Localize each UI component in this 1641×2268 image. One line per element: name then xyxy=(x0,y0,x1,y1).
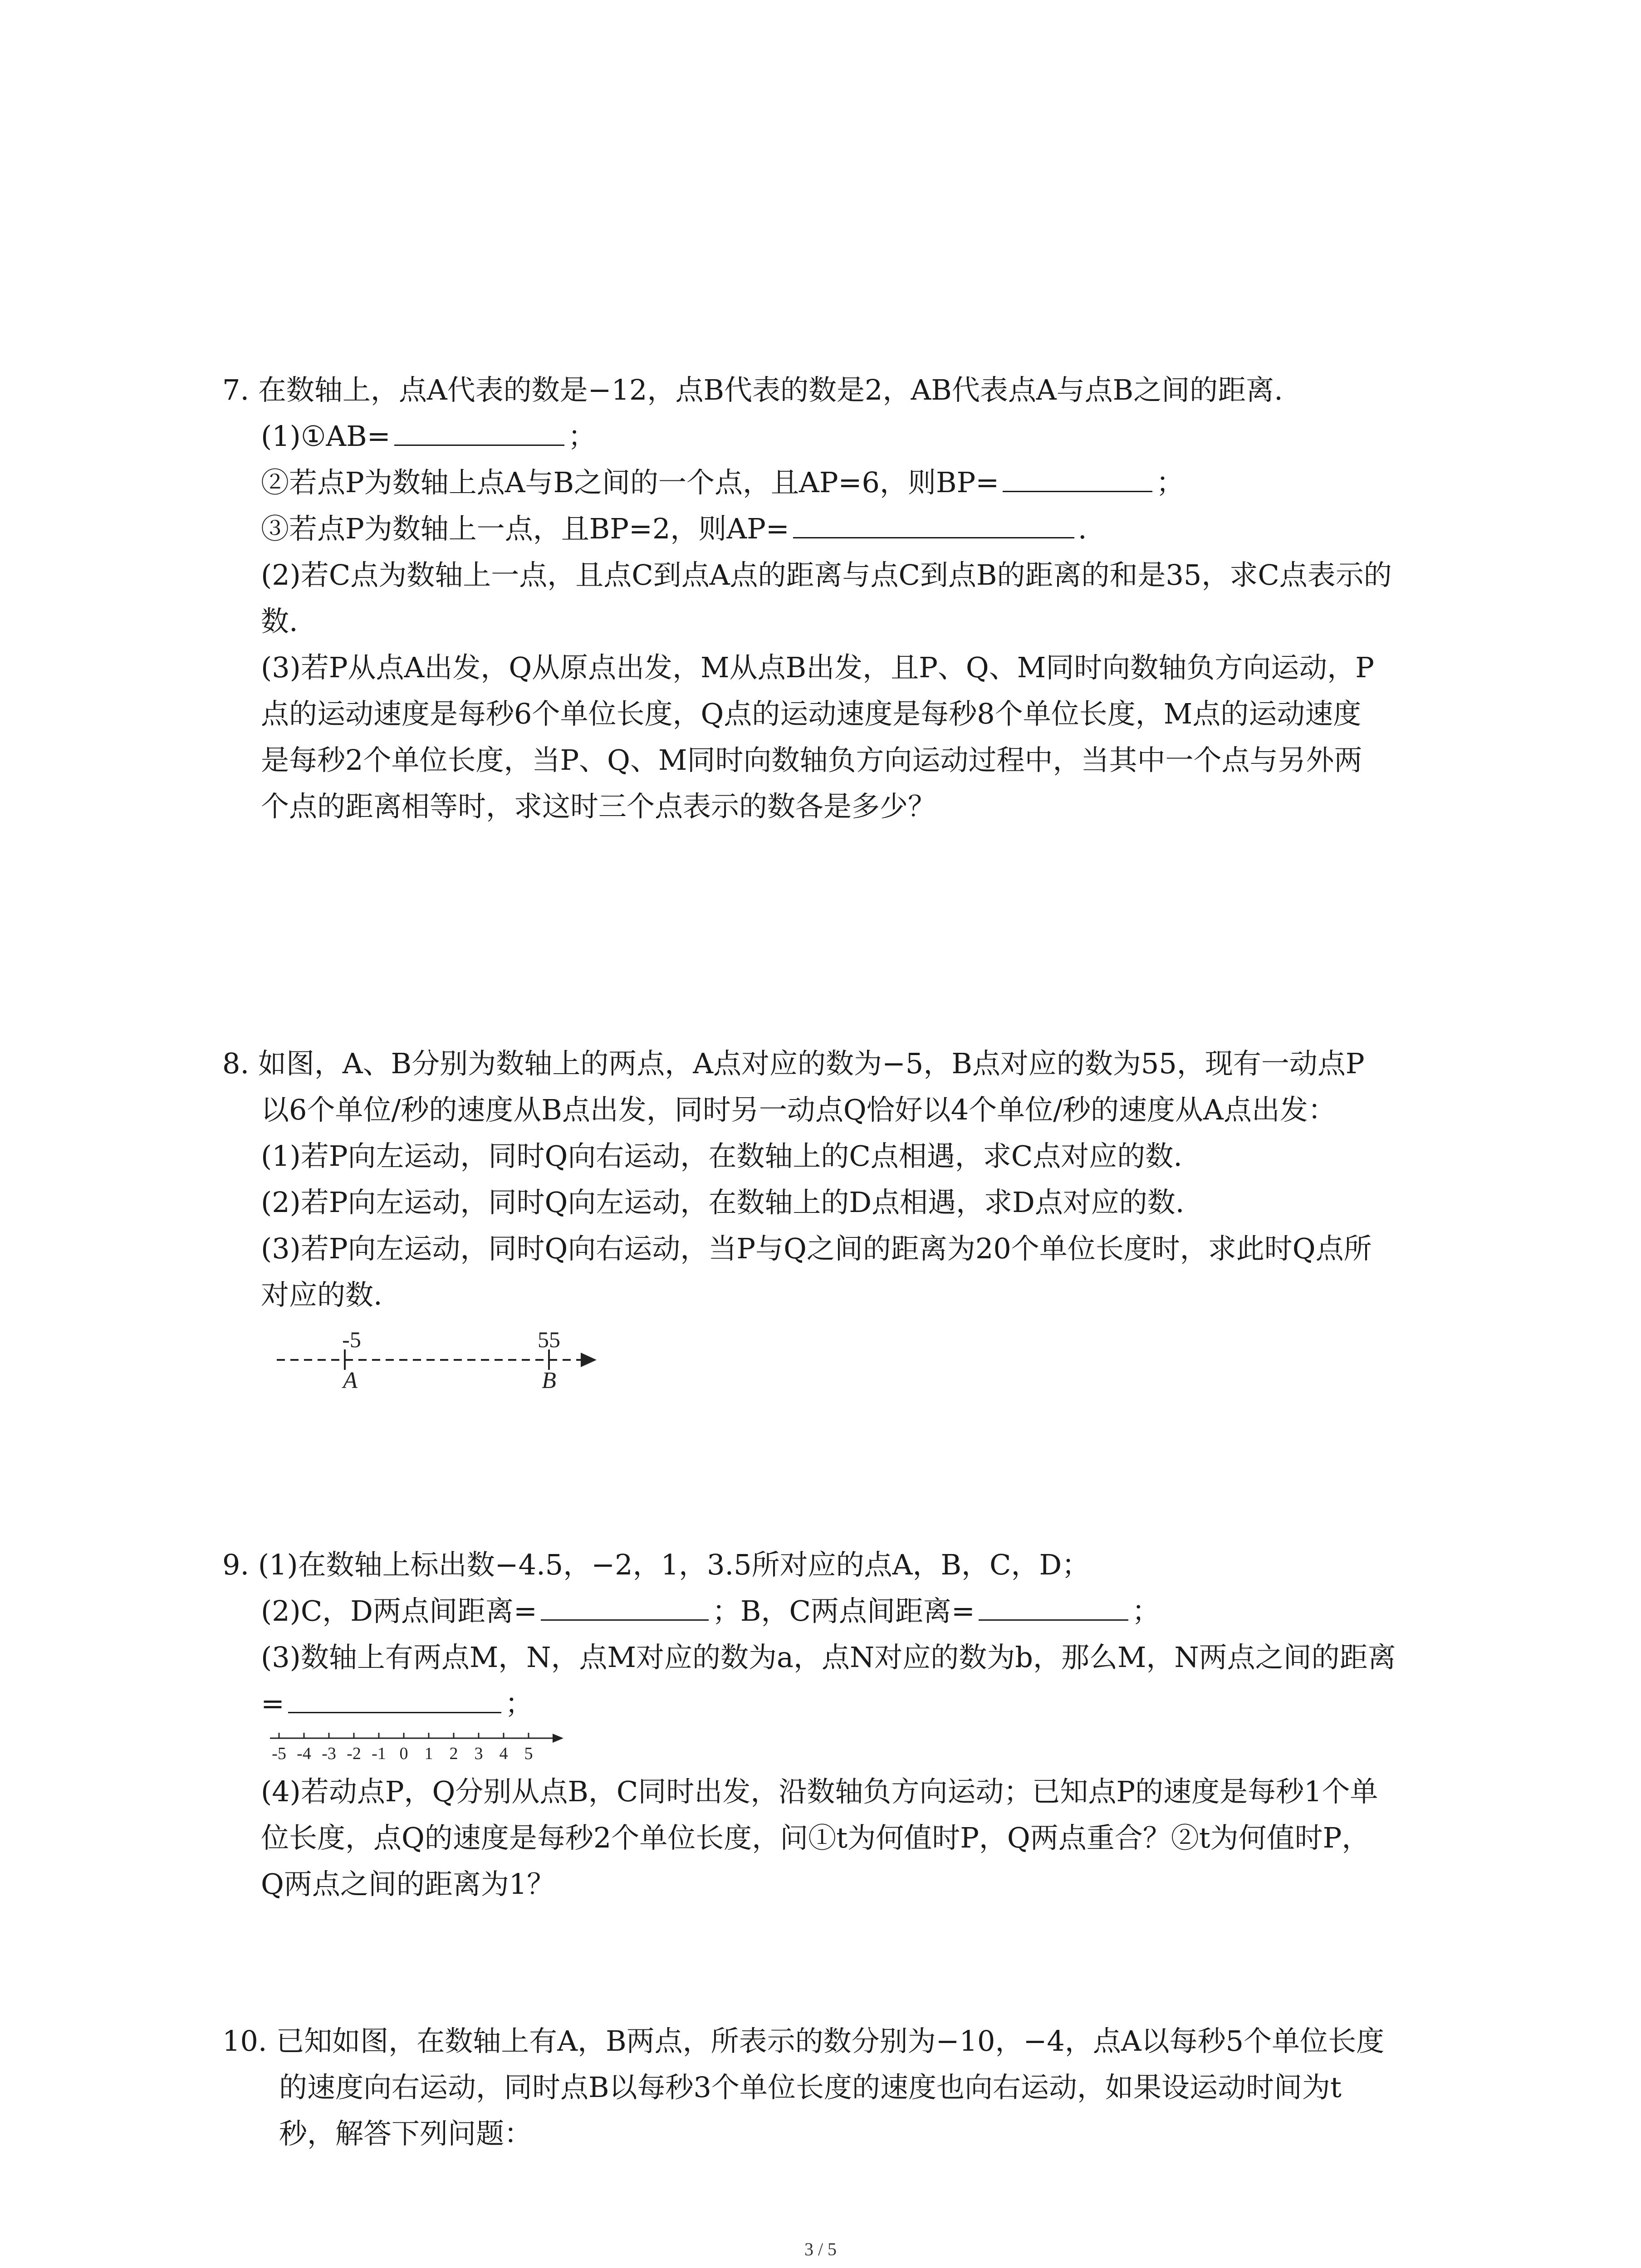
q7-stem: 7. 在数轴上，点A代表的数是−12，点B代表的数是2，AB代表点A与点B之间的距离. xyxy=(222,373,1283,406)
q9-part2-text-b: ；B，C两点间距离= xyxy=(712,1594,975,1628)
q9-part2-text-a: (2)C，D两点间距离= xyxy=(261,1594,537,1628)
point-a-value: -5 xyxy=(342,1327,361,1352)
axis-tick-label: 5 xyxy=(524,1744,533,1763)
axis-tick-label: -4 xyxy=(297,1744,311,1763)
q9-part3-end: ； xyxy=(505,1687,533,1720)
axis-tick-label: 4 xyxy=(499,1744,508,1763)
answer-blank[interactable] xyxy=(288,1686,501,1713)
answer-blank[interactable] xyxy=(979,1593,1128,1621)
q9-part2-text-c: ； xyxy=(1132,1594,1160,1628)
axis-tick-label: -3 xyxy=(322,1744,336,1763)
q7-part2-line2: 数. xyxy=(261,605,298,638)
q7-part1c-end: . xyxy=(1078,512,1087,545)
answer-blank[interactable] xyxy=(1003,464,1152,492)
q10-line1: 10. 已知如图，在数轴上有A，B两点，所表示的数分别为−10，−4，点A以每秒5个单位长度 xyxy=(222,2024,1385,2058)
q7-part1a-end: ； xyxy=(568,420,596,453)
q7-part1a xyxy=(261,418,596,455)
q9-part3-line1: (3)数轴上有两点M，N，点M对应的数为a，点N对应的数为b，那么M，N两点之间的距离 xyxy=(261,1641,1396,1674)
q9-part3-eq: = xyxy=(261,1687,284,1720)
arrow-head xyxy=(581,1353,597,1367)
q9-part3-line2 xyxy=(261,1686,533,1722)
axis-tick-label: 2 xyxy=(449,1744,458,1763)
q8-part2: (2)若P向左运动，同时Q向左运动，在数轴上的D点相遇，求D点对应的数. xyxy=(261,1186,1185,1219)
axis-arrow xyxy=(553,1734,563,1743)
point-b-label: B xyxy=(542,1368,556,1393)
q7-part1b xyxy=(261,464,1184,501)
q9-part4-line1: (4)若动点P，Q分别从点B，C同时出发，沿数轴负方向运动；已知点P的速度是每秒1个单 xyxy=(261,1775,1378,1808)
q7-part3-line3: 是每秒2个单位长度，当P、Q、M同时向数轴负方向运动过程中，当其中一个点与另外两 xyxy=(261,743,1362,777)
q7-part1c-text: ③若点P为数轴上一点，且BP=2，则AP= xyxy=(261,512,789,545)
q9-part2 xyxy=(261,1593,1160,1629)
q7-part3-line2: 点的运动速度是每秒6个单位长度，Q点的运动速度是每秒8个单位长度，M点的运动速度 xyxy=(261,697,1362,730)
axis-tick-label: -2 xyxy=(347,1744,361,1763)
q8-part1: (1)若P向左运动，同时Q向右运动，在数轴上的C点相遇，求C点对应的数. xyxy=(261,1139,1182,1173)
answer-blank[interactable] xyxy=(793,511,1074,538)
q7-part3-line1: (3)若P从点A出发，Q从原点出发，M从点B出发，且P、Q、M同时向数轴负方向运动，P xyxy=(261,651,1374,684)
q7-part1a-text: (1)①AB= xyxy=(261,420,391,453)
axis-tick-label: 1 xyxy=(424,1744,433,1763)
answer-blank[interactable] xyxy=(394,418,564,446)
q8-part3-line2: 对应的数. xyxy=(261,1278,382,1311)
q9-number-line xyxy=(268,1728,567,1769)
q8-stem-line1: 8. 如图，A、B分别为数轴上的两点，A点对应的数为−5，B点对应的数为55，现有一动点P xyxy=(222,1047,1365,1080)
axis-tick-label: 0 xyxy=(399,1744,408,1763)
q9-part1: 9. (1)在数轴上标出数−4.5，−2，1，3.5所对应的点A，B，C，D； xyxy=(222,1548,1090,1581)
page-number: 3 / 5 xyxy=(804,2239,837,2259)
q8-number-line-figure xyxy=(272,1325,599,1393)
point-a-label: A xyxy=(343,1368,358,1393)
q7-part1b-end: ； xyxy=(1156,466,1185,499)
q8-part3-line1: (3)若P向左运动，同时Q向右运动，当P与Q之间的距离为20个单位长度时，求此时Q点所 xyxy=(261,1232,1372,1265)
q7-part1b-text: ②若点P为数轴上点A与B之间的一个点，且AP=6，则BP= xyxy=(261,466,999,499)
q9-part4-line3: Q两点之间的距离为1？ xyxy=(261,1867,555,1901)
axis-tick-label: 3 xyxy=(474,1744,483,1763)
q7-part2-line1: (2)若C点为数轴上一点，且点C到点A点的距离与点C到点B的距离的和是35，求C点表示的 xyxy=(261,558,1392,591)
answer-blank[interactable] xyxy=(541,1593,709,1621)
q7-part3-line4: 个点的距离相等时，求这时三个点表示的数各是多少？ xyxy=(261,790,936,823)
q10-line2: 的速度向右运动，同时点B以每秒3个单位长度的速度也向右运动，如果设运动时间为t xyxy=(279,2071,1342,2104)
q10-line3: 秒，解答下列问题： xyxy=(279,2117,533,2150)
axis-tick-label: -1 xyxy=(372,1744,386,1763)
q8-stem-line2: 以6个单位/秒的速度从B点出发，同时另一动点Q恰好以4个单位/秒的速度从A点出发： xyxy=(261,1093,1336,1126)
q7-part1c xyxy=(261,511,1087,547)
axis-tick-label: -5 xyxy=(272,1744,286,1763)
q9-part4-line2: 位长度，点Q的速度是每秒2个单位长度，问①t为何值时P，Q两点重合？②t为何值时P， xyxy=(261,1821,1370,1854)
point-b-value: 55 xyxy=(538,1327,560,1352)
